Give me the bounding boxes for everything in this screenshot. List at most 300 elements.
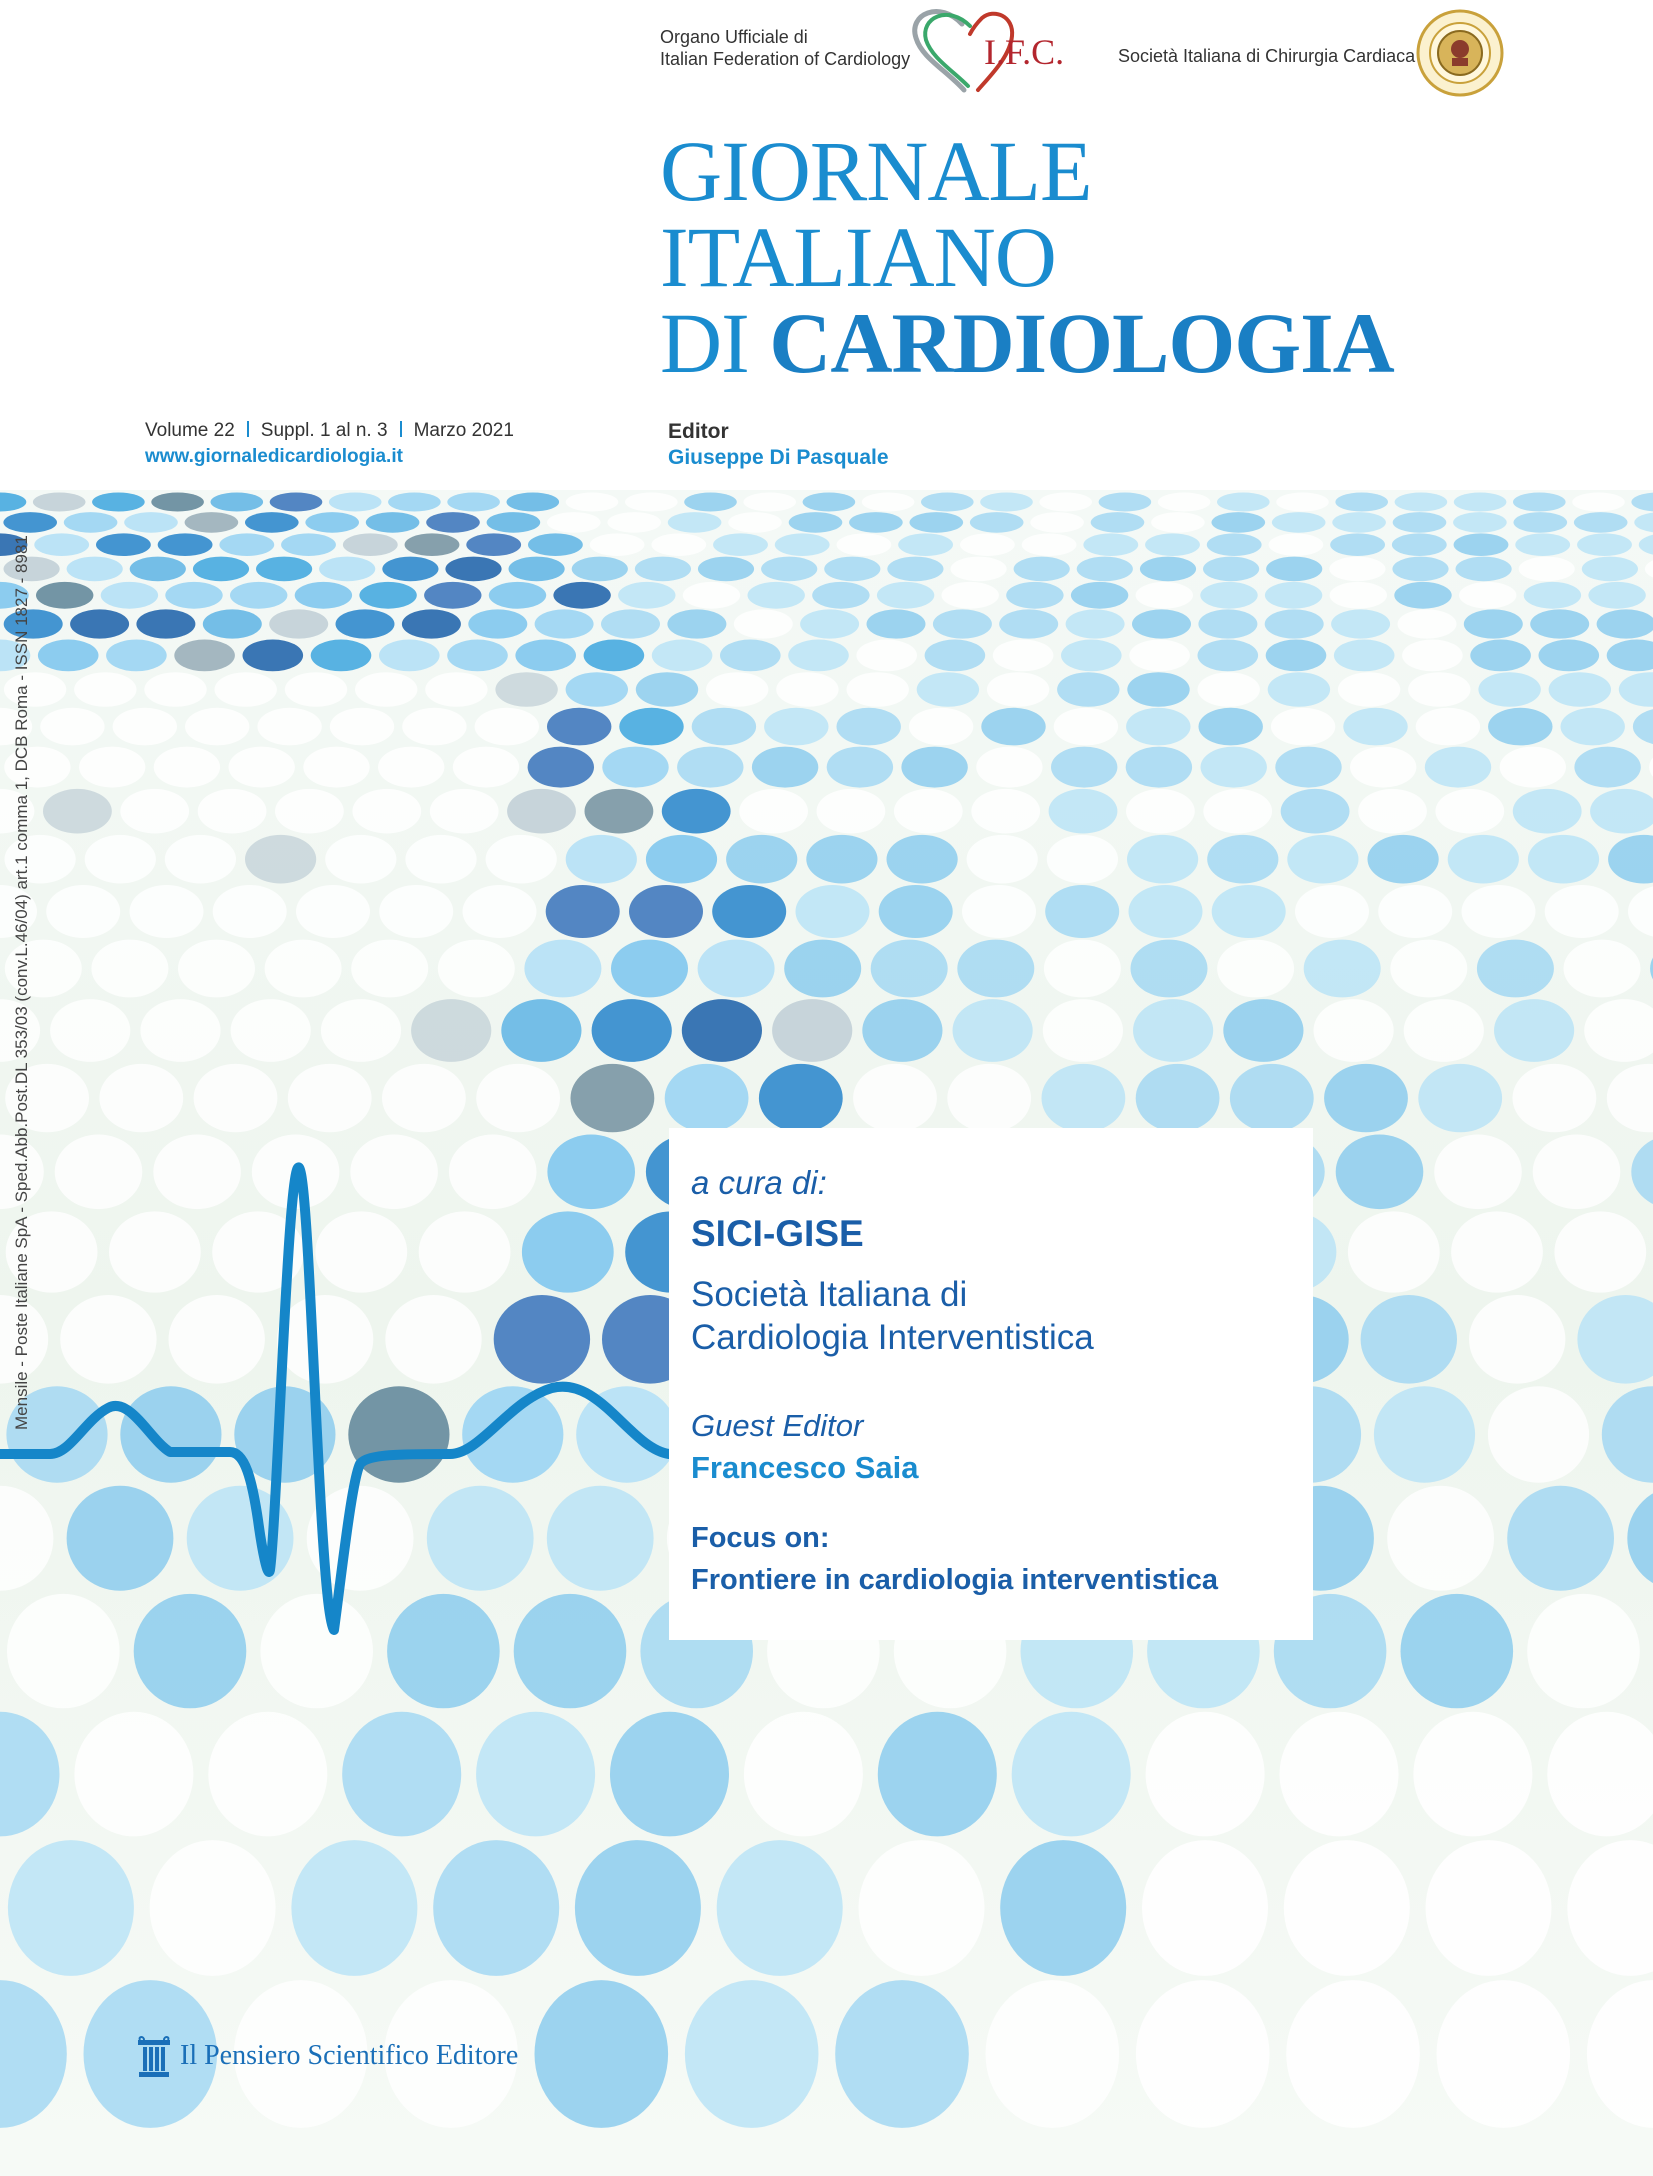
decorative-dot bbox=[1470, 640, 1531, 672]
decorative-dot bbox=[476, 1064, 560, 1132]
decorative-dot bbox=[853, 1064, 937, 1132]
decorative-dot bbox=[1331, 609, 1390, 638]
decorative-dot bbox=[198, 789, 267, 834]
decorative-dot bbox=[106, 640, 167, 672]
decorative-dot bbox=[1324, 1064, 1408, 1132]
decorative-dot bbox=[1451, 1211, 1543, 1292]
decorative-dot bbox=[67, 557, 123, 582]
decorative-dot bbox=[1361, 1295, 1457, 1384]
decorative-dot bbox=[1126, 747, 1192, 788]
decorative-dot bbox=[425, 672, 487, 707]
decorative-dot bbox=[1054, 708, 1118, 746]
ifc-logo-text: I.F.C. bbox=[984, 32, 1065, 72]
title-line-3 bbox=[660, 295, 1394, 391]
a-cura-label: a cura di: bbox=[691, 1164, 827, 1201]
decorative-dot bbox=[359, 582, 416, 609]
decorative-dot bbox=[1142, 1840, 1268, 1976]
decorative-dot bbox=[140, 999, 220, 1062]
decorative-dot bbox=[1539, 640, 1600, 672]
decorative-dot bbox=[388, 493, 441, 512]
decorative-dot bbox=[476, 1712, 595, 1837]
decorative-dot bbox=[739, 789, 808, 834]
decorative-dot bbox=[215, 672, 277, 707]
decorative-dot bbox=[720, 640, 781, 672]
decorative-dot bbox=[366, 512, 420, 533]
decorative-dot bbox=[901, 747, 967, 788]
decorative-dot bbox=[352, 789, 421, 834]
decorative-dot bbox=[871, 940, 948, 998]
decorative-dot bbox=[96, 533, 151, 556]
decorative-dot bbox=[618, 582, 675, 609]
title-line-3-prefix: DI bbox=[660, 295, 770, 391]
decorative-dot bbox=[419, 1211, 511, 1292]
decorative-dot bbox=[1280, 1712, 1399, 1837]
decorative-dot bbox=[611, 940, 688, 998]
decorative-dot bbox=[1272, 512, 1326, 533]
decorative-dot bbox=[610, 1712, 729, 1837]
supplement-text: Suppl. 1 al n. 3 bbox=[260, 420, 388, 441]
decorative-dot bbox=[980, 493, 1033, 512]
decorative-dot bbox=[862, 493, 915, 512]
decorative-dot bbox=[602, 747, 668, 788]
decorative-dot bbox=[1051, 747, 1117, 788]
decorative-dot bbox=[812, 582, 869, 609]
decorative-dot bbox=[986, 1980, 1120, 2128]
decorative-dot bbox=[229, 747, 295, 788]
decorative-dot bbox=[7, 1594, 120, 1708]
decorative-dot bbox=[879, 885, 953, 938]
decorative-dot bbox=[752, 747, 818, 788]
decorative-dot bbox=[1043, 999, 1123, 1062]
spine-postal-text: Mensile - Poste Italiane SpA - Sped.Abb.Post.DL 353/03 (conv.L.46/04) art.1 comma 1, DCB Roma - ISSN 1827 - 8981 bbox=[12, 535, 31, 1430]
decorative-dot bbox=[668, 512, 722, 533]
decorative-dot bbox=[553, 582, 610, 609]
decorative-dot bbox=[1469, 1295, 1565, 1384]
decorative-dot bbox=[1524, 582, 1581, 609]
decorative-dot bbox=[993, 640, 1054, 672]
decorative-dot bbox=[203, 609, 262, 638]
decorative-dot bbox=[1091, 512, 1145, 533]
decorative-dot bbox=[38, 640, 99, 672]
decorative-dot bbox=[1456, 557, 1512, 582]
decorative-dot bbox=[1012, 1712, 1131, 1837]
focus-title: Frontiere in cardiologia interventistica bbox=[691, 1564, 1218, 1596]
decorative-dot bbox=[411, 999, 491, 1062]
decorative-dot bbox=[849, 512, 903, 533]
decorative-dot bbox=[447, 493, 500, 512]
decorative-dot bbox=[1459, 582, 1516, 609]
decorative-dot bbox=[772, 999, 852, 1062]
decorative-dot bbox=[109, 1211, 201, 1292]
decorative-dot bbox=[942, 582, 999, 609]
decorative-dot bbox=[379, 885, 453, 938]
decorative-dot bbox=[151, 493, 204, 512]
decorative-dot bbox=[79, 747, 145, 788]
separator bbox=[247, 421, 249, 437]
decorative-dot bbox=[1217, 493, 1270, 512]
decorative-dot bbox=[230, 582, 287, 609]
title-line-3-bold: CARDIOLOGIA bbox=[769, 295, 1394, 391]
decorative-dot bbox=[1207, 835, 1278, 884]
decorative-dot bbox=[592, 999, 672, 1062]
decorative-dot bbox=[1275, 747, 1341, 788]
decorative-dot bbox=[321, 999, 401, 1062]
decorative-dot bbox=[208, 1712, 327, 1837]
decorative-dot bbox=[242, 640, 303, 672]
decorative-dot bbox=[1330, 582, 1387, 609]
decorative-dot bbox=[717, 1840, 843, 1976]
decorative-dot bbox=[277, 1295, 373, 1384]
decorative-dot bbox=[796, 885, 870, 938]
decorative-dot bbox=[862, 999, 942, 1062]
publisher-name: Il Pensiero Scientifico Editore bbox=[180, 2040, 519, 2071]
decorative-dot bbox=[134, 1594, 247, 1708]
decorative-dot bbox=[489, 582, 546, 609]
decorative-dot bbox=[355, 672, 417, 707]
decorative-dot bbox=[1453, 512, 1507, 533]
decorative-dot bbox=[1230, 1064, 1314, 1132]
organo-ufficiale-text bbox=[660, 26, 910, 70]
decorative-dot bbox=[1426, 1840, 1552, 1976]
decorative-dot bbox=[402, 609, 461, 638]
decorative-dot bbox=[646, 835, 717, 884]
decorative-dot bbox=[1140, 557, 1196, 582]
decorative-dot bbox=[260, 1594, 373, 1708]
decorative-dot bbox=[1269, 533, 1324, 556]
volume-text: Volume 22 bbox=[145, 420, 235, 441]
decorative-dot bbox=[1462, 885, 1536, 938]
decorative-dot bbox=[1200, 582, 1257, 609]
decorative-dot bbox=[1133, 999, 1213, 1062]
decorative-dot bbox=[1099, 493, 1152, 512]
decorative-dot bbox=[1394, 582, 1451, 609]
decorative-dot bbox=[144, 672, 206, 707]
decorative-dot bbox=[1418, 1064, 1502, 1132]
decorative-dot bbox=[466, 533, 521, 556]
decorative-dot bbox=[1127, 835, 1198, 884]
decorative-dot bbox=[1488, 708, 1552, 746]
decorative-dot bbox=[1387, 1486, 1494, 1591]
decorative-dot bbox=[677, 747, 743, 788]
decorative-dot bbox=[1416, 708, 1480, 746]
decorative-dot bbox=[1127, 672, 1189, 707]
decorative-dot bbox=[847, 672, 909, 707]
decorative-dot bbox=[566, 493, 619, 512]
decorative-dot bbox=[1203, 557, 1259, 582]
decorative-dot bbox=[933, 609, 992, 638]
decorative-dot bbox=[1083, 533, 1138, 556]
decorative-dot bbox=[522, 1211, 614, 1292]
decorative-dot bbox=[211, 493, 264, 512]
decorative-dot bbox=[1597, 609, 1653, 638]
decorative-dot bbox=[1006, 582, 1063, 609]
decorative-dot bbox=[342, 1712, 461, 1837]
decorative-dot bbox=[487, 512, 541, 533]
decorative-dot bbox=[1271, 708, 1335, 746]
decorative-dot bbox=[528, 747, 594, 788]
decorative-dot bbox=[547, 1135, 635, 1210]
decorative-dot bbox=[468, 609, 527, 638]
decorative-dot bbox=[667, 609, 726, 638]
decorative-dot bbox=[153, 1135, 241, 1210]
decorative-dot bbox=[1198, 640, 1259, 672]
decorative-dot bbox=[508, 557, 564, 582]
website-link[interactable]: www.giornaledicardiologia.it bbox=[145, 446, 403, 467]
decorative-dot bbox=[1378, 885, 1452, 938]
decorative-dot bbox=[124, 512, 178, 533]
decorative-dot bbox=[546, 885, 620, 938]
decorative-dot bbox=[1039, 493, 1092, 512]
decorative-dot bbox=[682, 999, 762, 1062]
decorative-dot bbox=[1494, 999, 1574, 1062]
decorative-dot bbox=[584, 640, 645, 672]
decorative-dot bbox=[887, 835, 958, 884]
decorative-dot bbox=[1045, 885, 1119, 938]
decorative-dot bbox=[120, 789, 189, 834]
decorative-dot bbox=[566, 672, 628, 707]
decorative-dot bbox=[99, 1064, 183, 1132]
decorative-dot bbox=[245, 512, 299, 533]
decorative-dot bbox=[1437, 1980, 1571, 2128]
decorative-dot bbox=[665, 1064, 749, 1132]
focus-label: Focus on: bbox=[691, 1522, 830, 1554]
decorative-dot bbox=[219, 533, 274, 556]
decorative-dot bbox=[387, 1594, 500, 1708]
sicc-society-text: Società Italiana di Chirurgia Cardiaca bbox=[1118, 46, 1416, 66]
decorative-dot bbox=[495, 672, 557, 707]
decorative-dot bbox=[1350, 747, 1416, 788]
decorative-dot bbox=[1330, 533, 1385, 556]
decorative-dot bbox=[712, 885, 786, 938]
decorative-dot bbox=[898, 533, 953, 556]
decorative-dot bbox=[1198, 672, 1260, 707]
decorative-dot bbox=[514, 1594, 627, 1708]
decorative-dot bbox=[953, 999, 1033, 1062]
journal-title bbox=[660, 123, 1394, 391]
decorative-dot bbox=[788, 640, 849, 672]
decorative-dot bbox=[1061, 640, 1122, 672]
decorative-dot bbox=[999, 609, 1058, 638]
decorative-dot bbox=[1136, 1980, 1270, 2128]
decorative-dot bbox=[256, 557, 312, 582]
decorative-dot bbox=[325, 835, 396, 884]
decorative-dot bbox=[1348, 1211, 1440, 1292]
decorative-dot bbox=[947, 1064, 1031, 1132]
decorative-dot bbox=[1000, 1840, 1126, 1976]
decorative-dot bbox=[501, 999, 581, 1062]
decorative-dot bbox=[957, 940, 1034, 998]
decorative-dot bbox=[174, 640, 235, 672]
decorative-dot bbox=[405, 533, 460, 556]
decorative-dot bbox=[74, 672, 136, 707]
decorative-dot bbox=[1146, 1712, 1265, 1837]
decorative-dot bbox=[684, 493, 737, 512]
decorative-dot bbox=[185, 512, 239, 533]
decorative-dot bbox=[245, 835, 316, 884]
decorative-dot bbox=[1527, 1594, 1640, 1708]
editor-label: Editor bbox=[668, 420, 729, 443]
decorative-dot bbox=[165, 835, 236, 884]
decorative-dot bbox=[1574, 747, 1640, 788]
decorative-dot bbox=[1265, 609, 1324, 638]
decorative-dot bbox=[878, 1712, 997, 1837]
decorative-dot bbox=[571, 1064, 655, 1132]
decorative-dot bbox=[1066, 609, 1125, 638]
decorative-dot bbox=[764, 708, 828, 746]
decorative-dot bbox=[385, 1295, 481, 1384]
decorative-dot bbox=[1577, 533, 1632, 556]
decorative-dot bbox=[1336, 1135, 1424, 1210]
decorative-dot bbox=[1454, 533, 1509, 556]
decorative-dot bbox=[281, 533, 336, 556]
decorative-dot bbox=[1207, 533, 1262, 556]
decorative-dot bbox=[1507, 1486, 1614, 1591]
decorative-dot bbox=[784, 940, 861, 998]
decorative-dot bbox=[185, 708, 249, 746]
decorative-dot bbox=[475, 708, 539, 746]
decorative-dot bbox=[817, 789, 886, 834]
ifc-heart-logo bbox=[900, 4, 1070, 94]
decorative-dot bbox=[1343, 708, 1407, 746]
organo-line-2: Italian Federation of Cardiology bbox=[660, 49, 911, 69]
decorative-dot bbox=[662, 789, 731, 834]
decorative-dot bbox=[1286, 1980, 1420, 2128]
decorative-dot bbox=[1281, 789, 1350, 834]
decorative-dot bbox=[625, 493, 678, 512]
decorative-dot bbox=[382, 1064, 466, 1132]
decorative-dot bbox=[433, 1840, 559, 1976]
decorative-dot bbox=[1030, 512, 1084, 533]
decorative-dot bbox=[917, 672, 979, 707]
decorative-dot bbox=[1295, 885, 1369, 938]
decorative-dot bbox=[590, 533, 645, 556]
decorative-dot bbox=[1574, 512, 1628, 533]
decorative-dot bbox=[91, 940, 168, 998]
decorative-dot bbox=[827, 747, 893, 788]
decorative-dot bbox=[424, 582, 481, 609]
decorative-dot bbox=[291, 1840, 417, 1976]
decorative-dot bbox=[449, 1135, 537, 1210]
decorative-dot bbox=[1572, 493, 1625, 512]
decorative-dot bbox=[1393, 512, 1447, 533]
decorative-dot bbox=[60, 1295, 156, 1384]
decorative-dot bbox=[1158, 493, 1211, 512]
decorative-dot bbox=[402, 708, 466, 746]
decorative-dot bbox=[1126, 789, 1195, 834]
decorative-dot bbox=[329, 493, 382, 512]
decorative-dot bbox=[92, 493, 145, 512]
decorative-dot bbox=[1478, 672, 1540, 707]
decorative-dot bbox=[231, 999, 311, 1062]
separator bbox=[400, 421, 402, 437]
decorative-dot bbox=[447, 640, 508, 672]
decorative-dot bbox=[1398, 609, 1457, 638]
decorative-dot bbox=[601, 609, 660, 638]
issue-date: Marzo 2021 bbox=[413, 420, 514, 441]
decorative-dot bbox=[150, 1840, 276, 1976]
decorative-dot bbox=[296, 885, 370, 938]
decorative-dot bbox=[257, 708, 321, 746]
decorative-dot bbox=[1203, 789, 1272, 834]
decorative-dot bbox=[1268, 672, 1330, 707]
decorative-dot bbox=[1514, 512, 1568, 533]
decorative-dot bbox=[1071, 582, 1128, 609]
society-seal-icon bbox=[1415, 8, 1505, 98]
decorative-dot bbox=[894, 789, 963, 834]
decorative-dot bbox=[706, 672, 768, 707]
decorative-dot bbox=[1042, 1064, 1126, 1132]
decorative-dot bbox=[351, 940, 428, 998]
decorative-dot bbox=[1136, 1064, 1220, 1132]
decorative-dot bbox=[1287, 835, 1358, 884]
decorative-dot bbox=[524, 940, 601, 998]
decorative-dot bbox=[1129, 885, 1203, 938]
decorative-dot bbox=[1515, 533, 1570, 556]
decorative-dot bbox=[1533, 1135, 1621, 1210]
decorative-dot bbox=[1201, 747, 1267, 788]
decorative-dot bbox=[494, 1295, 590, 1384]
decorative-dot bbox=[295, 582, 352, 609]
decorative-dot bbox=[1136, 582, 1193, 609]
decorative-dot bbox=[1545, 885, 1619, 938]
decorative-dot bbox=[336, 609, 395, 638]
decorative-dot bbox=[1334, 640, 1395, 672]
decorative-dot bbox=[405, 835, 476, 884]
decorative-dot bbox=[1513, 493, 1566, 512]
decorative-dot bbox=[1212, 885, 1286, 938]
decorative-dot bbox=[1561, 708, 1625, 746]
decorative-dot bbox=[837, 708, 901, 746]
decorative-dot bbox=[867, 609, 926, 638]
decorative-dot bbox=[319, 557, 375, 582]
decorative-dot bbox=[887, 557, 943, 582]
guest-editor-label: Guest Editor bbox=[691, 1408, 864, 1443]
decorative-dot bbox=[1448, 835, 1519, 884]
title-line-2: ITALIANO bbox=[660, 209, 1056, 305]
decorative-dot bbox=[635, 557, 691, 582]
decorative-dot bbox=[967, 835, 1038, 884]
decorative-dot bbox=[734, 609, 793, 638]
decorative-dot bbox=[535, 1980, 669, 2128]
decorative-dot bbox=[1425, 747, 1491, 788]
decorative-dot bbox=[859, 1840, 985, 1976]
decorative-dot bbox=[158, 533, 213, 556]
decorative-dot bbox=[713, 533, 768, 556]
decorative-dot bbox=[453, 747, 519, 788]
decorative-dot bbox=[1314, 999, 1394, 1062]
decorative-dot bbox=[726, 835, 797, 884]
decorative-dot bbox=[1404, 999, 1484, 1062]
decorative-dot bbox=[1392, 533, 1447, 556]
decorative-dot bbox=[970, 512, 1024, 533]
decorative-dot bbox=[960, 533, 1015, 556]
decorative-dot bbox=[909, 708, 973, 746]
decorative-dot bbox=[1266, 557, 1322, 582]
decorative-dot bbox=[1014, 557, 1070, 582]
decorative-dot bbox=[951, 557, 1007, 582]
decorative-dot bbox=[1129, 640, 1190, 672]
decorative-dot bbox=[130, 557, 186, 582]
decorative-dot bbox=[775, 533, 830, 556]
decorative-dot bbox=[1392, 557, 1448, 582]
decorative-dot bbox=[910, 512, 964, 533]
decorative-dot bbox=[1077, 557, 1133, 582]
decorative-dot bbox=[1374, 1386, 1475, 1482]
decorative-dot bbox=[130, 885, 204, 938]
decorative-dot bbox=[315, 1211, 407, 1292]
decorative-dot bbox=[698, 557, 754, 582]
decorative-dot bbox=[350, 1135, 438, 1210]
